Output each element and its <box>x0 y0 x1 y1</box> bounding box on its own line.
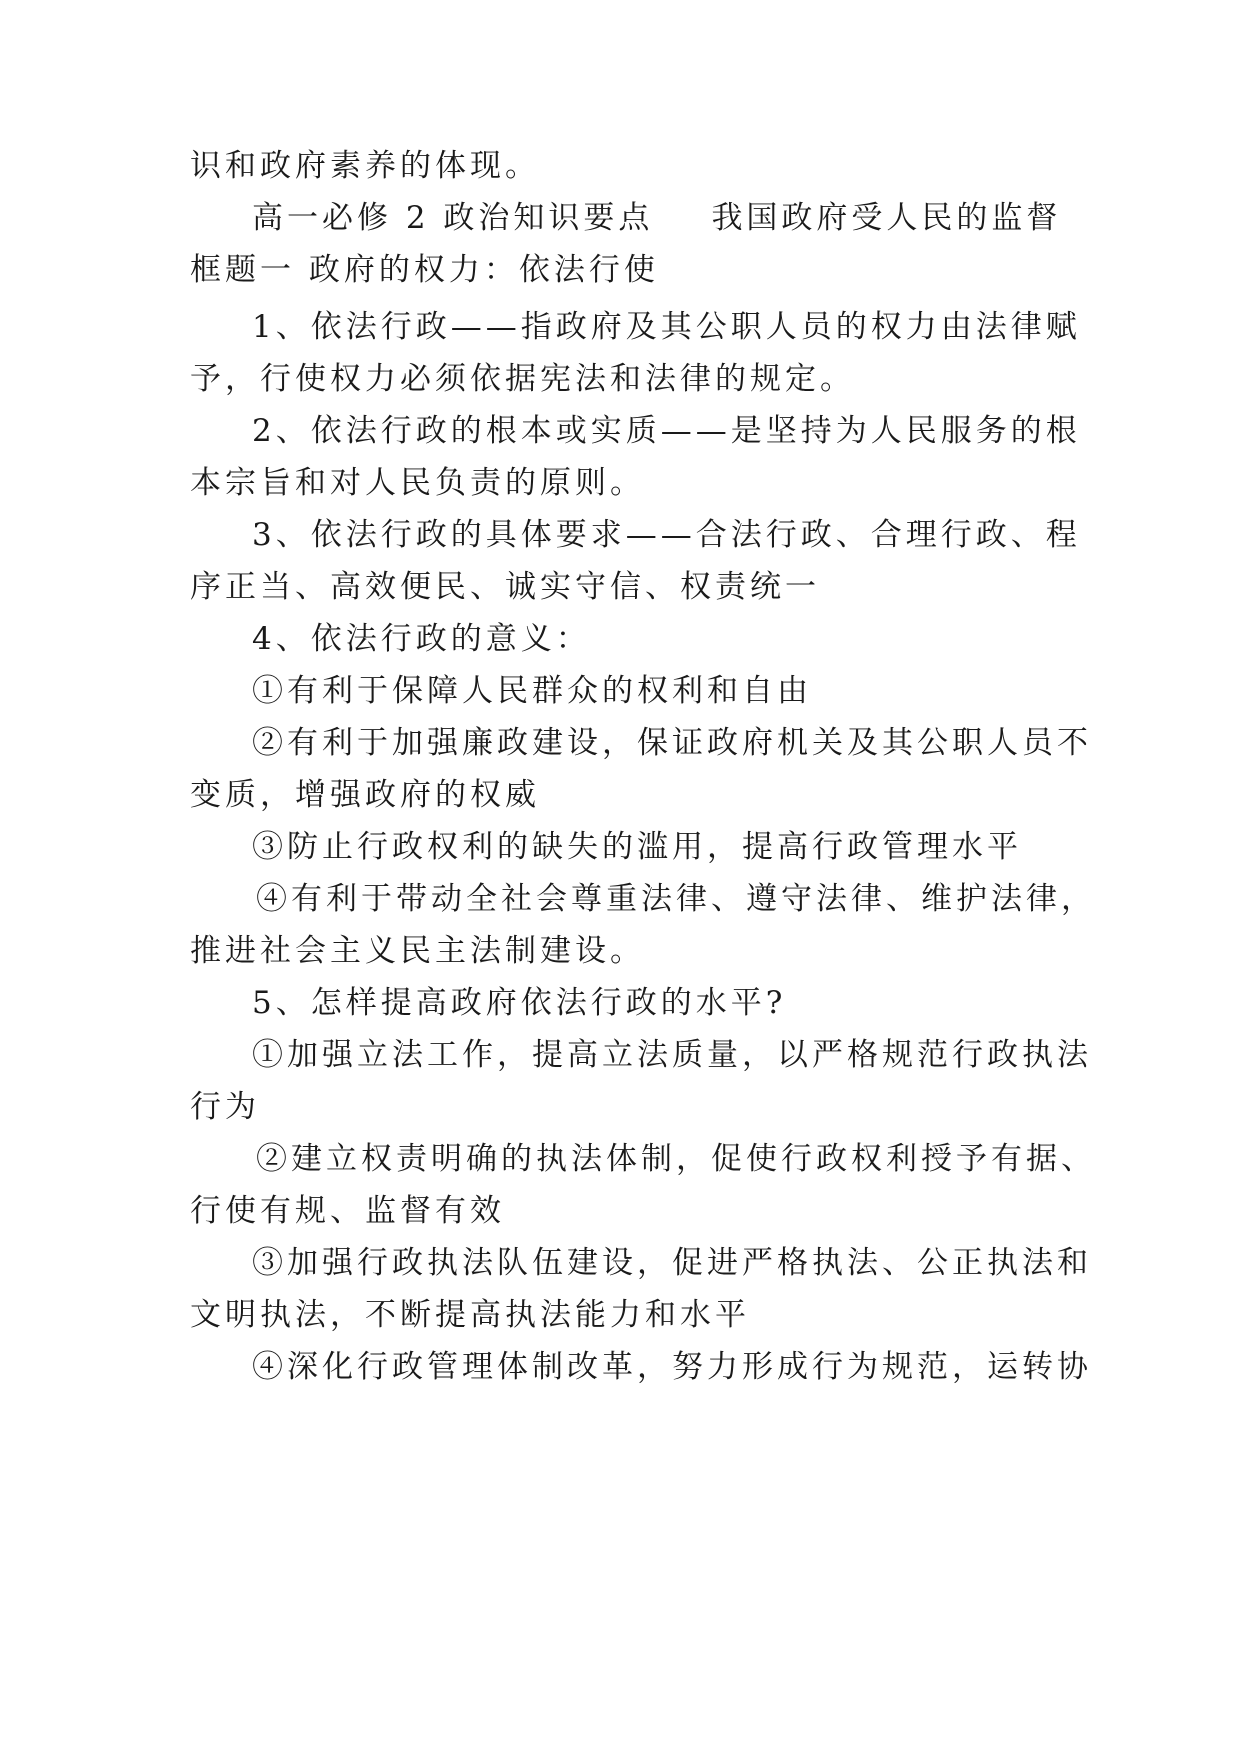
paragraph-line: 1、依法行政——指政府及其公职人员的权力由法律赋 <box>252 309 1081 345</box>
list-item: ②建立权责明确的执法体制，促使行政权利授予有据、 <box>256 1141 1096 1177</box>
paragraph-line: 5、怎样提高政府依法行政的水平? <box>252 985 787 1021</box>
paragraph-line: 2、依法行政的根本或实质——是坚持为人民服务的根 <box>252 413 1081 449</box>
list-item: ④有利于带动全社会尊重法律、遵守法律、维护法律， <box>256 881 1096 917</box>
paragraph-line: 行为 <box>190 1089 260 1125</box>
list-item: ①有利于保障人民群众的权利和自由 <box>252 673 812 709</box>
paragraph-line: 序正当、高效便民、诚实守信、权责统一 <box>190 569 820 605</box>
heading-title: 高一必修 2 政治知识要点 <box>252 200 654 236</box>
paragraph-line: 本宗旨和对人民负责的原则。 <box>190 465 645 501</box>
paragraph-line: 予，行使权力必须依据宪法和法律的规定。 <box>190 361 855 397</box>
list-item: ④深化行政管理体制改革，努力形成行为规范，运转协 <box>252 1349 1092 1385</box>
paragraph-line: 文明执法，不断提高执法能力和水平 <box>190 1297 750 1333</box>
heading-line <box>252 198 1060 238</box>
paragraph-line: 推进社会主义民主法制建设。 <box>190 933 645 969</box>
paragraph-line: 识和政府素养的体现。 <box>190 148 540 184</box>
paragraph-line: 3、依法行政的具体要求——合法行政、合理行政、程 <box>252 517 1081 553</box>
list-item: ③防止行政权利的缺失的滥用，提高行政管理水平 <box>252 829 1022 865</box>
list-item: ②有利于加强廉政建设，保证政府机关及其公职人员不 <box>252 725 1092 761</box>
list-item: ①加强立法工作，提高立法质量，以严格规范行政执法 <box>252 1037 1092 1073</box>
section-title: 框题一 政府的权力：依法行使 <box>190 252 659 288</box>
paragraph-line: 变质，增强政府的权威 <box>190 777 540 813</box>
paragraph-line: 行使有规、监督有效 <box>190 1193 505 1229</box>
paragraph-line: 4、依法行政的意义： <box>252 621 591 657</box>
list-item: ③加强行政执法队伍建设，促进严格执法、公正执法和 <box>252 1245 1092 1281</box>
heading-subtitle: 我国政府受人民的监督 <box>711 200 1062 236</box>
